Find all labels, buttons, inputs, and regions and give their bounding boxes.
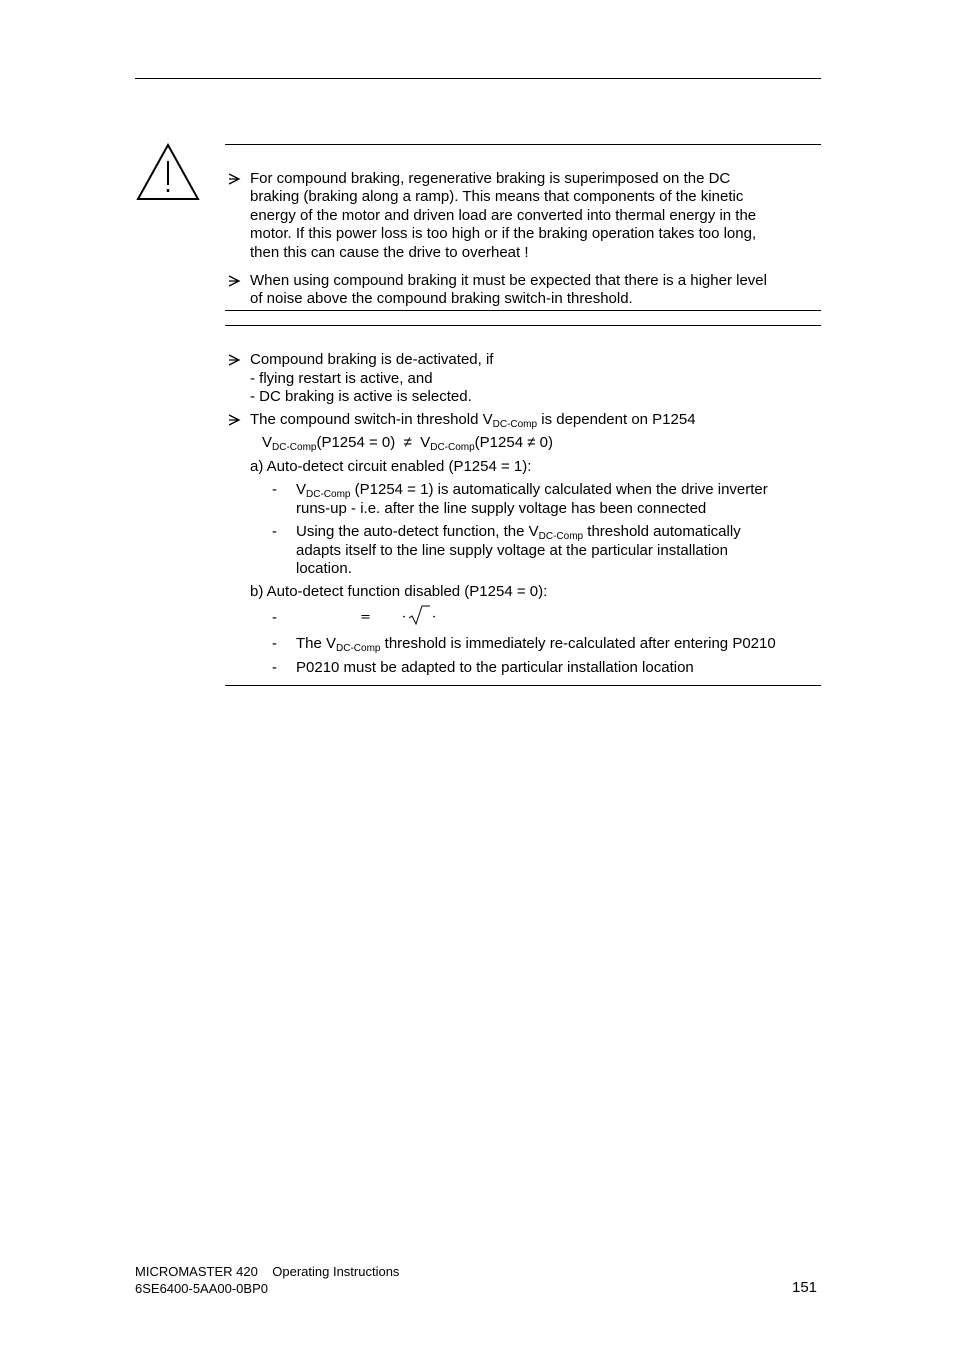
note-condition-1: - flying restart is active, and [250, 370, 433, 387]
bullet-arrow-icon [227, 172, 241, 186]
header-rule [135, 78, 821, 79]
note-condition-2: - DC braking is active is selected. [250, 388, 472, 405]
note-a-heading: a) Auto-detect circuit enabled (P1254 = 1): [250, 458, 532, 475]
note-relation: $V_{DC-Comp}(P1254 = 0) \ne V_{DC-Comp}(P1254 \ne 0)$ [262, 434, 553, 453]
note-top-rule [225, 325, 821, 326]
warning-top-rule [225, 144, 821, 145]
note-b2: The $V_{DC-Comp}$ threshold is immediately re-calculated after entering P0210 [296, 635, 776, 654]
warning-bullet1-line3: energy of the motor and driven load are converted into thermal energy in the [250, 207, 757, 224]
bullet-arrow-icon [227, 413, 241, 427]
bullet-arrow-icon [227, 274, 241, 288]
warning-bullet2-line2: of noise above the compound braking switch-in threshold. [250, 290, 633, 307]
footer-product: MICROMASTER 420 Operating Instructions [135, 1264, 400, 1279]
dash: - [272, 609, 277, 626]
note-threshold: The compound switch-in threshold $V_{DC-Comp}$ is dependent on P1254 [250, 411, 696, 430]
note-a2-line3: location. [296, 560, 352, 577]
warning-bullet1-line2: braking (braking along a ramp). This means that components of the kinetic [250, 188, 744, 205]
warning-bottom-rule [225, 310, 821, 311]
page-number: 151 [792, 1279, 818, 1296]
square-root-icon [408, 604, 432, 626]
formula-equals: = [360, 610, 371, 625]
bullet-arrow-icon [227, 353, 241, 367]
note-deactivated: Compound braking is de-activated, if [250, 351, 494, 368]
warning-bullet1-line1: For compound braking, regenerative braking is superimposed on the DC [250, 170, 731, 187]
dash: - [272, 635, 277, 652]
note-b-heading: b) Auto-detect function disabled (P1254 = 0): [250, 583, 548, 600]
formula-dot: · [432, 610, 437, 625]
warning-bullet1-line4: motor. If this power loss is too high or if the braking operation takes too long, [250, 225, 757, 242]
note-bottom-rule [225, 685, 821, 686]
note-b3: P0210 must be adapted to the particular installation location [296, 659, 694, 676]
note-a2-line2: adapts itself to the line supply voltage at the particular installation [296, 542, 728, 559]
dash: - [272, 481, 277, 498]
note-a1-line1: $V_{DC-Comp}$ (P1254 = 1) is automatically calculated when the drive inverter [296, 481, 768, 500]
formula-dot: · [402, 610, 407, 625]
note-a1-line2: runs-up - i.e. after the line supply voltage has been connected [296, 500, 707, 517]
warning-bullet2-line1: When using compound braking it must be expected that there is a higher level [250, 272, 767, 289]
note-a2-line1: Using the auto-detect function, the $V_{DC-Comp}$ threshold automatically [296, 523, 741, 542]
dash: - [272, 659, 277, 676]
footer-order-number: 6SE6400-5AA00-0BP0 [135, 1281, 268, 1296]
warning-bullet1-line5: then this can cause the drive to overheat ! [250, 244, 529, 261]
dash: - [272, 523, 277, 540]
warning-triangle-icon [136, 143, 200, 201]
